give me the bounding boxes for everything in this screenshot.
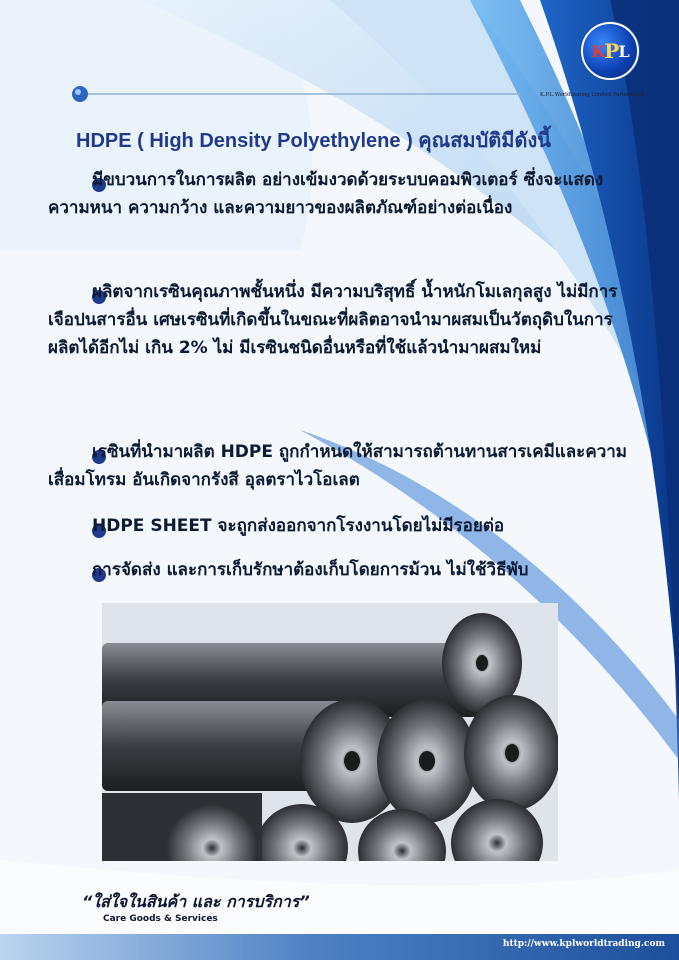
website-link[interactable]: http://www.kplworldtrading.com (502, 939, 665, 949)
property-item-2: ผลิตจากเรซินคุณภาพชั้นหนึ่ง มีความบริสุทธิ์ น้ำหนักโมเลกุลสูง ไม่มีการเจือปนสารอื่น เศษเรซินที่เกิดขึ้นในขณะที่ผลิตอาจนำมาผสมเป็นวัตถุดิบในการผลิตได้อีกไม่ เกิน 2% ไม่ มีเรซินชนิดอื่นหรือที่ใช้แล้วนำมาผสมใหม่ (48, 282, 618, 358)
logo-letter-l: L (618, 41, 629, 61)
property-item-3: เรซินที่นำมาผลิต HDPE ถูกกำหนดให้สามารถต้านทานสารเคมีและความเสื่อมโทรม อันเกิดจากรังสี อุลตราไวโอเลต (48, 442, 627, 490)
logo-letter-p: P (604, 39, 619, 63)
logo-letter-k: K (591, 41, 605, 61)
slogan: “ใส่ใจในสินค้า และ การบริการ” (82, 892, 310, 911)
property-item-4: HDPE SHEET จะถูกส่งออกจากโรงงานโดยไม่มีรอยต่อ (92, 516, 505, 536)
company-name: K.P.L.Worldtrading Limited Partnership (540, 92, 644, 98)
company-logo (581, 22, 639, 80)
slogan-subtitle: Care Goods & Services (103, 914, 218, 924)
property-item-1: มีขบวนการในการผลิต อย่างเข้มงวดด้วยระบบคอมพิวเตอร์ ซึ่งจะแสดงความหนา ความกว้าง และความยาวของผลิตภัณฑ์อย่างต่อเนื่อง (48, 170, 604, 218)
page-title: HDPE ( High Density Polyethylene ) คุณสมบัติมีดังนี้ (76, 130, 551, 152)
property-item-5: การจัดส่ง และการเก็บรักษาต้องเก็บโดยการม้วน ไม่ใช้วิธีพับ (92, 560, 529, 580)
hdpe-rolls-photo (102, 603, 558, 861)
